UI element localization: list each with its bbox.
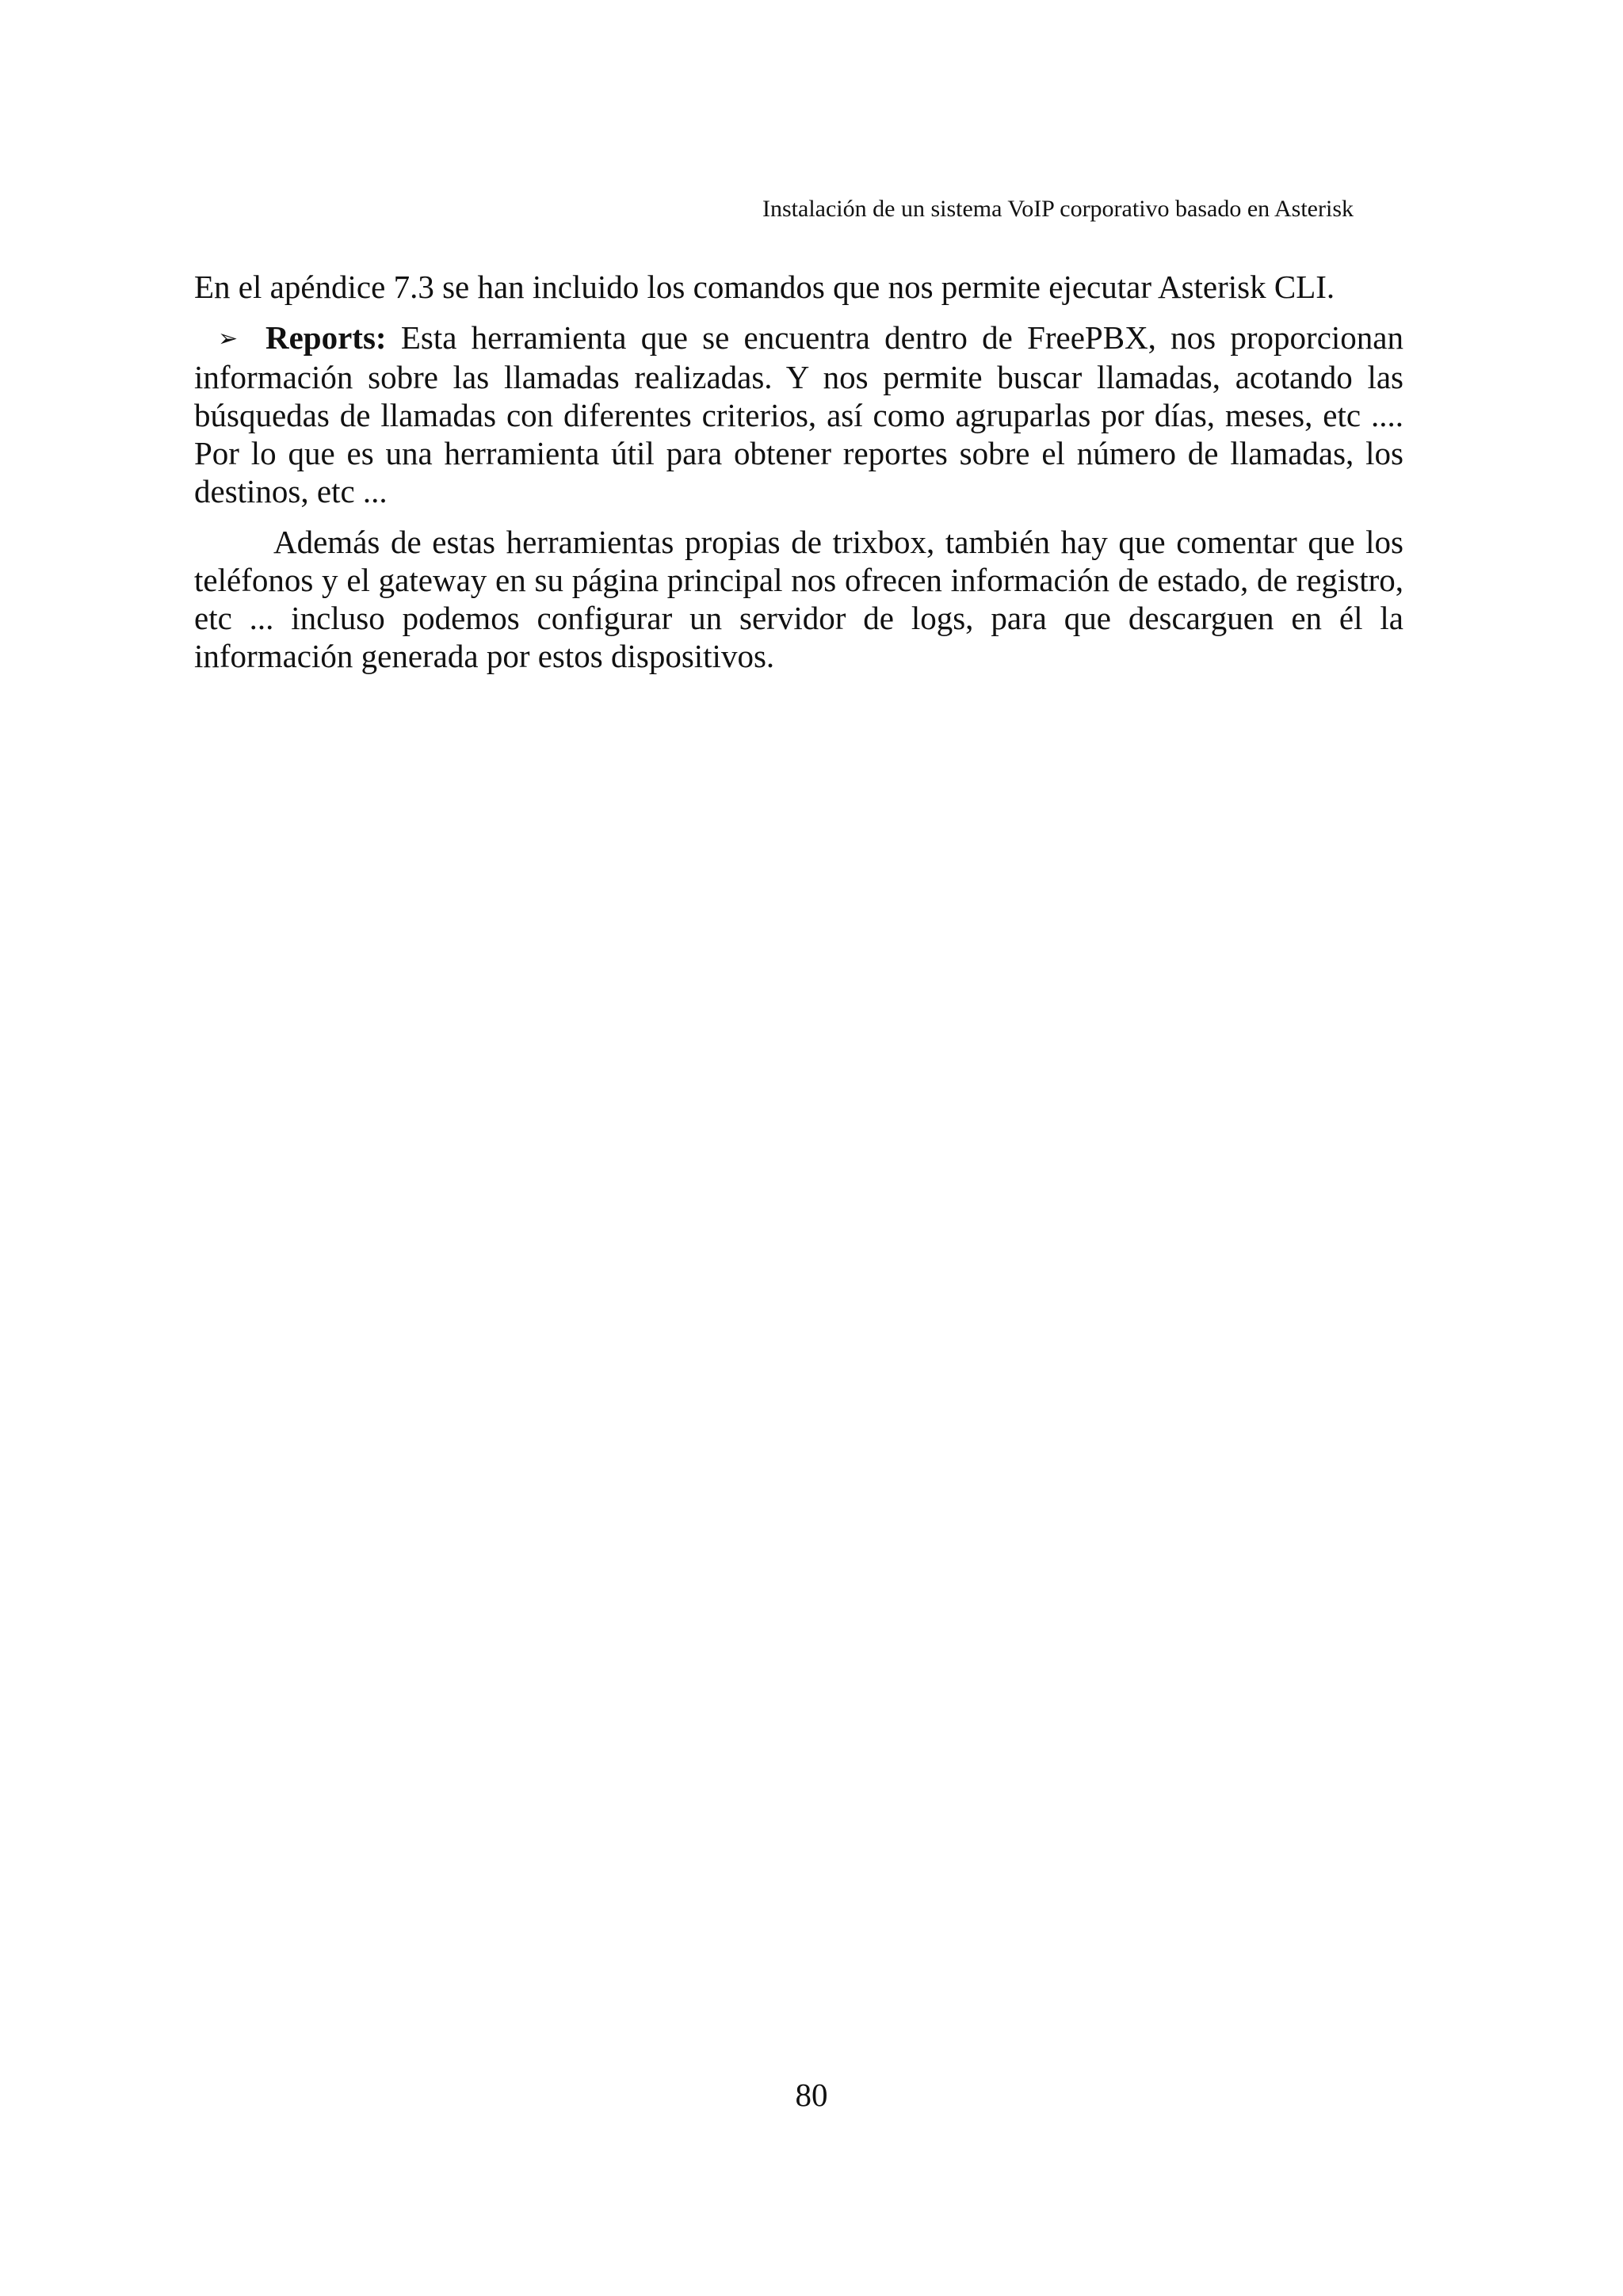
bullet-text: Esta herramienta que se encuentra dentro de FreePBX, nos proporcionan información sobre las llamadas realizadas. Y nos permite buscar llamadas, acotando las búsquedas de llamadas con diferentes criterios, así como agruparlas por días, meses, etc .... Por lo que es una herramienta útil para obtener reportes sobre el número de llamadas, los destinos, etc ... [194,319,1403,509]
bullet-item-reports [194,318,1403,510]
bullet-term: Reports: [265,319,387,356]
page-number: 80 [795,2077,828,2113]
running-header: Instalación de un sistema VoIP corporativo basado en Asterisk [762,196,1354,222]
arrowhead-bullet-icon: ➢ [218,325,239,353]
page-body [194,268,1403,675]
paragraph-device-tools: Además de estas herramientas propias de trixbox, también hay que comentar que los teléfonos y el gateway en su página principal nos ofrecen información de estado, de registro, etc ... incluso podemos configurar un servidor de logs, para que descarguen en él la información generada por estos dispositivos. [194,524,1403,674]
paragraph-appendix-reference: En el apéndice 7.3 se han incluido los comandos que nos permite ejecutar Asterisk CLI. [194,269,1335,305]
